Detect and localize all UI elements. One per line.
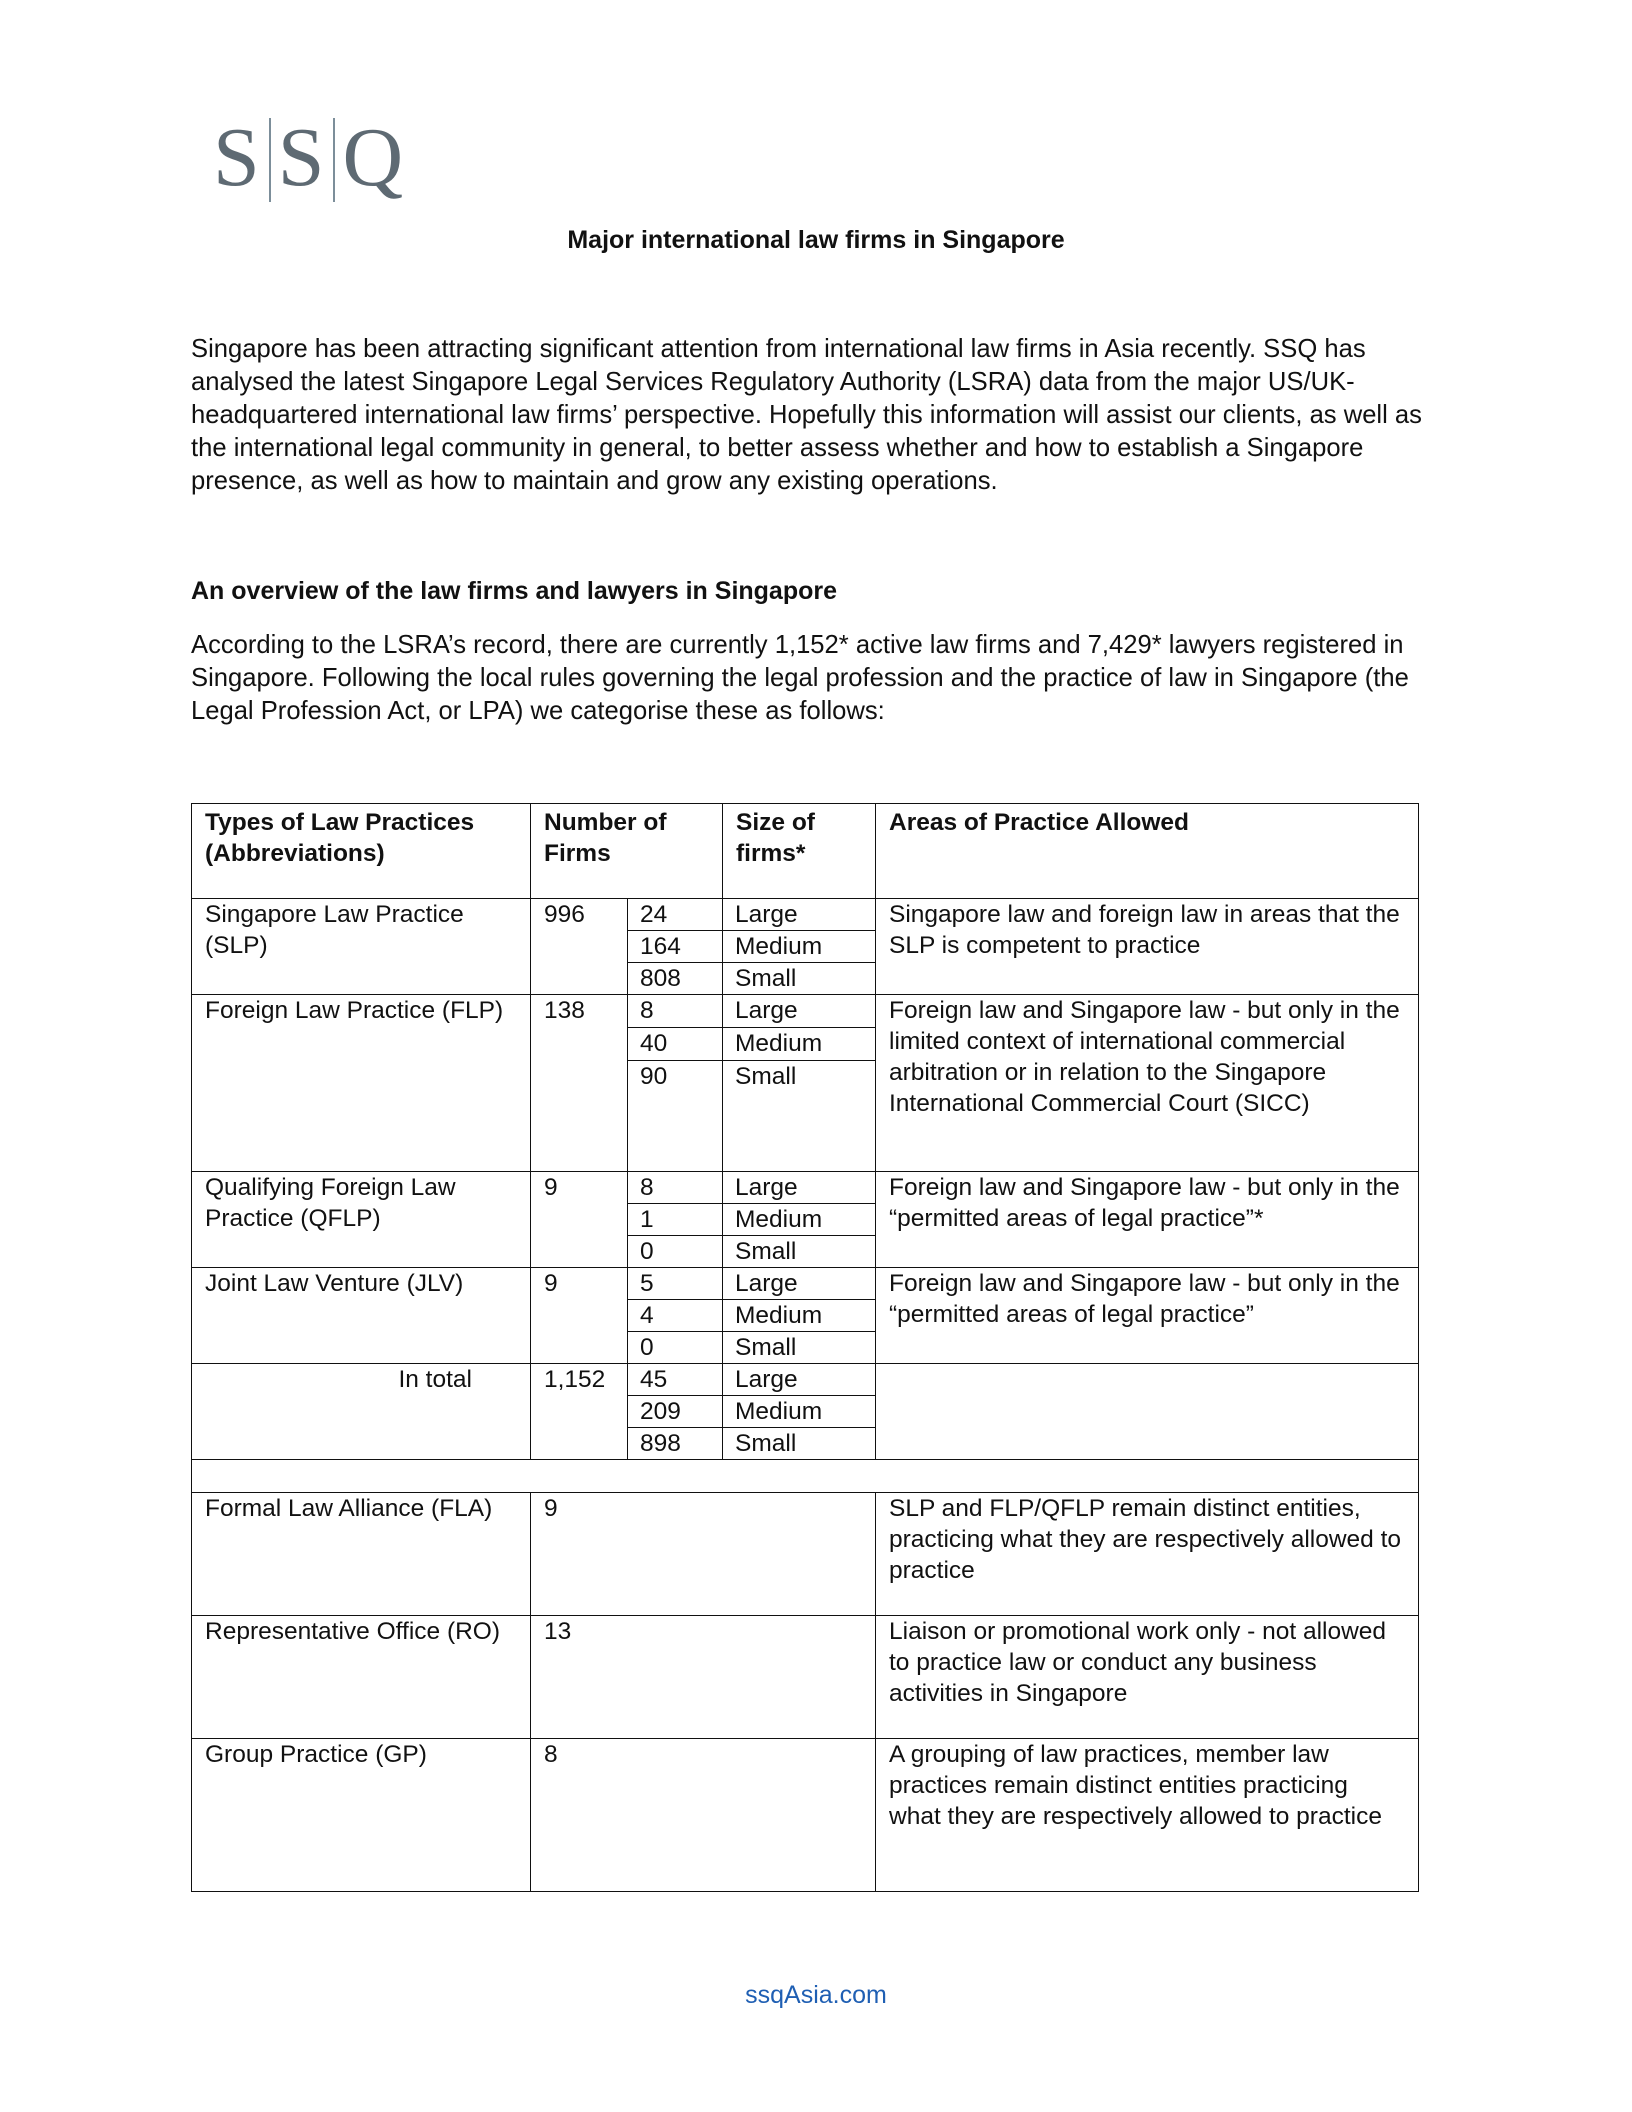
size-label: Small [723,1428,876,1460]
law-practices-table [191,803,1419,1892]
overview-heading: An overview of the law firms and lawyers in Singapore [191,577,838,605]
table-row [192,1616,1419,1739]
size-label: Large [723,1172,876,1204]
size-count: 90 [628,1061,723,1172]
intro-paragraph: Singapore has been attracting significant attention from international law firms in Asia recently. SSQ has analysed the latest Singapore Legal Services Regulatory Authority (LSRA) data from the major US/UK-headquartered international law firms’ perspective. Hopefully this information will assist our clients, as well as the international legal community in general, to better assess whether and how to establish a Singapore presence, as well as how to maintain and grow any existing operations. [191,335,1422,495]
size-label: Large [723,899,876,931]
total-label: In total [192,1364,531,1460]
practice-areas: A grouping of law practices, member law practices remain distinct entities practicing what they are respectively allowed to practice [876,1739,1419,1892]
table-row-total [192,1364,1419,1396]
practice-number: 9 [531,1493,876,1616]
practice-total: 9 [531,1172,628,1268]
practice-type: Joint Law Venture (JLV) [192,1268,531,1364]
practice-areas: Liaison or promotional work only - not allowed to practice law or conduct any business activities in Singapore [876,1616,1419,1739]
practice-total: 9 [531,1268,628,1364]
size-count: 24 [628,899,723,931]
logo-letter: Q [342,111,404,204]
practice-areas [876,1364,1419,1460]
size-label: Medium [723,1204,876,1236]
size-count: 4 [628,1300,723,1332]
overview-paragraph: According to the LSRA’s record, there are currently 1,152* active law firms and 7,429* lawyers registered in Singapore. Following the local rules governing the legal profession and the practice of law in Singapore (the Legal Profession Act, or LPA) we categorise these as follows: [191,631,1409,725]
size-count: 45 [628,1364,723,1396]
table-row [192,1172,1419,1204]
size-count: 8 [628,1172,723,1204]
size-label: Medium [723,931,876,963]
ssq-logo [213,111,404,208]
size-label: Medium [723,1028,876,1061]
size-count: 8 [628,995,723,1028]
practice-areas: SLP and FLP/QFLP remain distinct entities, practicing what they are respectively allowed to practice [876,1493,1419,1616]
size-label: Medium [723,1300,876,1332]
size-label: Medium [723,1396,876,1428]
practice-areas: Foreign law and Singapore law - but only in the “permitted areas of legal practice” [876,1268,1419,1364]
size-count: 898 [628,1428,723,1460]
practice-areas: Singapore law and foreign law in areas that the SLP is competent to practice [876,899,1419,995]
practice-type: Representative Office (RO) [192,1616,531,1739]
table-row [192,995,1419,1028]
header-number: Number of Firms [531,804,723,899]
header-areas: Areas of Practice Allowed [876,804,1419,899]
size-label: Small [723,1236,876,1268]
header-size: Size of firms* [723,804,876,899]
size-count: 209 [628,1396,723,1428]
practice-areas: Foreign law and Singapore law - but only in the “permitted areas of legal practice”* [876,1172,1419,1268]
size-label: Large [723,1364,876,1396]
practice-total: 996 [531,899,628,995]
size-count: 0 [628,1236,723,1268]
table-row [192,1493,1419,1616]
size-count: 40 [628,1028,723,1061]
practice-total: 138 [531,995,628,1172]
practice-number: 8 [531,1739,876,1892]
logo-divider [269,118,271,202]
practice-type: Foreign Law Practice (FLP) [192,995,531,1172]
table-row [192,1268,1419,1300]
size-label: Large [723,995,876,1028]
table-header-row [192,804,1419,899]
size-count: 164 [628,931,723,963]
total-count: 1,152 [531,1364,628,1460]
size-label: Large [723,1268,876,1300]
logo-letter: S [277,111,325,204]
size-count: 1 [628,1204,723,1236]
table-row [192,1739,1419,1892]
logo-divider [333,118,335,202]
header-type: Types of Law Practices (Abbreviations) [192,804,531,899]
size-label: Small [723,963,876,995]
practice-number: 13 [531,1616,876,1739]
page-title: Major international law firms in Singapore [567,226,1065,254]
logo-letter: S [213,111,260,204]
spacer-cell [192,1460,1419,1493]
size-count: 808 [628,963,723,995]
footer-link[interactable]: ssqAsia.com [745,1981,887,2009]
practice-type: Qualifying Foreign Law Practice (QFLP) [192,1172,531,1268]
practice-type: Formal Law Alliance (FLA) [192,1493,531,1616]
practice-areas: Foreign law and Singapore law - but only in the limited context of international commercial arbitration or in relation to the Singapore International Commercial Court (SICC) [876,995,1419,1172]
size-label: Small [723,1332,876,1364]
table-row [192,899,1419,931]
size-count: 0 [628,1332,723,1364]
table-spacer-row [192,1460,1419,1493]
practice-type: Singapore Law Practice (SLP) [192,899,531,995]
size-count: 5 [628,1268,723,1300]
size-label: Small [723,1061,876,1172]
practice-type: Group Practice (GP) [192,1739,531,1892]
